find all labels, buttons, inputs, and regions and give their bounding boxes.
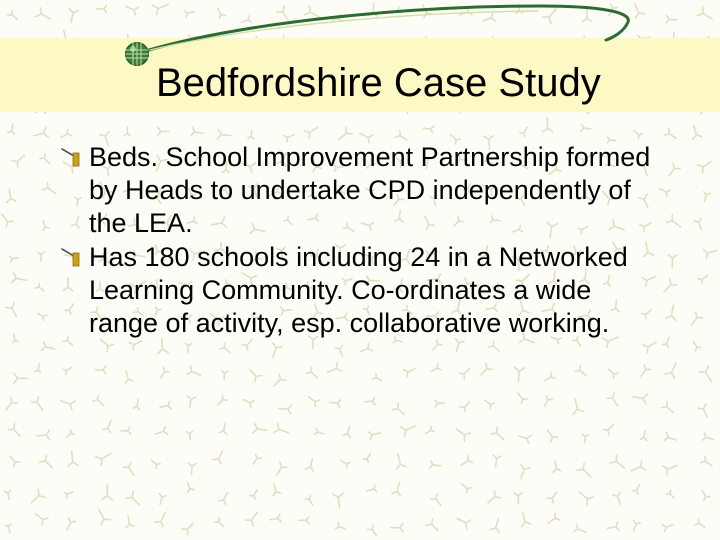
pattern-glyph: [187, 396, 195, 408]
pattern-glyph: [491, 427, 504, 439]
pattern-glyph: [341, 460, 350, 467]
pattern-glyph: [545, 396, 553, 406]
pattern-glyph: [222, 371, 228, 379]
pattern-glyph: [66, 430, 74, 438]
pattern-glyph: [7, 189, 16, 202]
pattern-glyph: [392, 483, 401, 496]
pattern-glyph: [6, 397, 17, 409]
bullet-text: Beds. School Improvement Partnership formed by Heads to undertake CPD independently of the LEA.: [89, 142, 651, 238]
pattern-glyph: [633, 394, 647, 404]
pattern-glyph: [182, 523, 193, 535]
pattern-glyph: [2, 214, 14, 227]
pattern-glyph: [695, 519, 705, 527]
pattern-glyph: [274, 374, 286, 386]
pattern-glyph: [547, 430, 557, 442]
pattern-glyph: [613, 492, 621, 504]
pattern-glyph: [125, 371, 133, 383]
pattern-glyph: [336, 523, 345, 529]
pattern-glyph: [400, 426, 416, 437]
pattern-glyph: [270, 514, 282, 522]
pattern-glyph: [33, 127, 48, 137]
pattern-glyph: [61, 130, 71, 138]
pattern-glyph: [155, 513, 165, 527]
pattern-glyph: [187, 482, 193, 492]
pattern-glyph: [573, 398, 583, 414]
pattern-glyph: [304, 127, 317, 138]
pattern-glyph: [246, 513, 257, 526]
pattern-glyph: [488, 491, 501, 503]
pattern-glyph: [40, 154, 50, 164]
pattern-glyph: [327, 363, 341, 373]
pattern-glyph: [664, 129, 676, 139]
bullet-list: [60, 141, 660, 341]
pattern-glyph: [101, 339, 114, 351]
pattern-glyph: [188, 463, 196, 474]
pattern-glyph: [38, 313, 47, 320]
pattern-glyph: [152, 460, 160, 468]
pattern-glyph: [12, 273, 27, 283]
pattern-glyph: [102, 485, 113, 500]
pattern-glyph: [217, 129, 231, 139]
pattern-glyph: [160, 401, 171, 408]
pattern-glyph: [220, 343, 230, 352]
pattern-glyph: [43, 221, 49, 231]
pattern-glyph: [243, 399, 254, 407]
pattern-glyph: [633, 485, 640, 494]
pattern-glyph: [368, 525, 377, 535]
pattern-glyph: [36, 514, 48, 525]
pattern-glyph: [368, 432, 380, 440]
pattern-glyph: [13, 334, 19, 343]
pattern-glyph: [426, 519, 438, 531]
pattern-glyph: [391, 523, 403, 532]
pattern-glyph: [433, 340, 442, 349]
pattern-glyph: [425, 427, 434, 434]
bullet-item: [60, 241, 660, 340]
pattern-glyph: [663, 465, 677, 475]
pattern-glyph: [431, 364, 442, 372]
bullet-text: Has 180 schools including 24 in a Networked Learning Community. Co-ordinates a wide range of activity, esp. collaborative working.: [89, 242, 628, 338]
pattern-glyph: [423, 126, 433, 133]
pattern-glyph: [253, 424, 267, 433]
pattern-glyph: [668, 255, 677, 267]
pattern-glyph: [64, 492, 73, 498]
pattern-glyph: [698, 404, 707, 417]
pattern-glyph: [691, 312, 702, 325]
pattern-glyph: [435, 400, 444, 407]
pattern-glyph: [103, 420, 111, 432]
pattern-glyph: [274, 423, 288, 432]
pattern-glyph: [640, 431, 646, 441]
pattern-glyph: [665, 363, 676, 379]
pattern-glyph: [96, 453, 111, 465]
globe-icon: [124, 41, 150, 67]
pattern-glyph: [579, 492, 593, 505]
pattern-glyph: [430, 461, 441, 469]
pattern-glyph: [459, 369, 469, 379]
pattern-glyph: [5, 524, 11, 533]
pattern-glyph: [40, 455, 53, 468]
pattern-glyph: [456, 429, 470, 441]
pattern-glyph: [520, 127, 527, 136]
pattern-glyph: [462, 484, 472, 493]
pattern-glyph: [521, 464, 530, 478]
pattern-glyph: [121, 427, 130, 434]
pattern-glyph: [187, 431, 193, 439]
pattern-glyph: [641, 365, 651, 376]
pattern-glyph: [664, 278, 677, 292]
pattern-glyph: [253, 454, 261, 464]
pattern-glyph: [702, 490, 710, 500]
pattern-glyph: [315, 428, 324, 434]
pattern-glyph: [697, 162, 710, 173]
pattern-glyph: [273, 343, 282, 357]
pattern-glyph: [306, 459, 314, 471]
pattern-glyph: [156, 426, 168, 434]
pattern-glyph: [519, 435, 531, 443]
pattern-glyph: [666, 490, 674, 498]
pattern-glyph: [38, 252, 45, 261]
pattern-glyph: [522, 512, 531, 527]
pattern-glyph: [545, 372, 555, 380]
pattern-glyph: [41, 342, 54, 351]
pattern-glyph: [129, 341, 141, 350]
pattern-glyph: [553, 461, 561, 473]
pattern-glyph: [93, 395, 104, 405]
pattern-glyph: [5, 490, 11, 499]
pattern-glyph: [461, 456, 472, 465]
pattern-glyph: [634, 520, 641, 531]
pattern-glyph: [393, 403, 405, 414]
pattern-glyph: [124, 127, 130, 136]
pattern-glyph: [660, 188, 671, 196]
pattern-glyph: [12, 155, 24, 167]
pattern-glyph: [219, 493, 228, 504]
pattern-glyph: [330, 400, 341, 408]
pattern-glyph: [279, 405, 291, 414]
pattern-glyph: [361, 344, 372, 352]
pattern-glyph: [610, 455, 624, 468]
pattern-glyph: [694, 342, 701, 351]
pattern-glyph: [373, 374, 382, 381]
pattern-glyph: [219, 423, 226, 434]
pattern-glyph: [603, 424, 613, 434]
pattern-glyph: [61, 401, 75, 410]
pattern-glyph: [35, 283, 43, 290]
pattern-glyph: [36, 430, 50, 440]
pattern-glyph: [607, 393, 618, 405]
pattern-glyph: [339, 127, 352, 140]
pattern-glyph: [666, 214, 680, 226]
pattern-glyph: [343, 426, 350, 437]
pattern-glyph: [485, 400, 495, 408]
pattern-glyph: [273, 484, 280, 495]
pattern-glyph: [8, 424, 20, 437]
pattern-glyph: [67, 518, 75, 530]
pattern-glyph: [577, 463, 590, 476]
pattern-glyph: [396, 454, 406, 469]
pattern-glyph: [514, 367, 524, 382]
pattern-glyph: [396, 131, 408, 140]
pattern-glyph: [250, 369, 262, 381]
pattern-glyph: [99, 509, 111, 525]
pattern-glyph: [609, 369, 619, 378]
bullet-marker-icon: [60, 246, 86, 268]
pattern-glyph: [10, 456, 20, 467]
pattern-glyph: [126, 516, 134, 527]
pattern-glyph: [158, 127, 169, 135]
pattern-glyph: [308, 397, 320, 407]
pattern-glyph: [31, 397, 42, 410]
pattern-glyph: [187, 366, 200, 375]
pattern-glyph: [404, 369, 415, 377]
bullet-item: [60, 141, 660, 240]
pattern-glyph: [31, 489, 45, 503]
pattern-glyph: [701, 456, 712, 465]
pattern-glyph: [662, 337, 669, 347]
pattern-glyph: [643, 342, 656, 352]
pattern-glyph: [574, 524, 586, 532]
pattern-glyph: [699, 366, 711, 381]
pattern-glyph: [698, 275, 708, 284]
pattern-glyph: [215, 518, 223, 526]
pattern-glyph: [431, 494, 441, 505]
pattern-glyph: [704, 250, 717, 258]
pattern-glyph: [634, 131, 643, 139]
pattern-glyph: [457, 518, 471, 528]
pattern-glyph: [669, 163, 680, 176]
pattern-glyph: [704, 192, 710, 202]
pattern-glyph: [96, 366, 106, 373]
pattern-glyph: [161, 367, 170, 377]
pattern-glyph: [242, 339, 252, 350]
pattern-glyph: [336, 345, 343, 356]
pattern-glyph: [159, 494, 166, 505]
pattern-glyph: [213, 451, 223, 464]
pattern-glyph: [575, 365, 586, 376]
pattern-glyph: [481, 364, 492, 375]
pattern-glyph: [363, 454, 370, 463]
pattern-glyph: [547, 492, 556, 503]
pattern-glyph: [662, 524, 673, 531]
pattern-glyph: [218, 395, 227, 404]
slide-title: Bedfordshire Case Study: [156, 61, 601, 105]
pattern-glyph: [299, 517, 309, 524]
pattern-glyph: [133, 400, 140, 410]
pattern-glyph: [693, 126, 702, 140]
pattern-glyph: [489, 341, 499, 351]
pattern-glyph: [9, 256, 18, 262]
pattern-glyph: [490, 518, 499, 532]
pattern-glyph: [664, 433, 676, 441]
pattern-glyph: [123, 462, 133, 475]
bullet-marker-icon: [60, 146, 86, 168]
pattern-glyph: [6, 303, 17, 317]
pattern-glyph: [607, 522, 619, 530]
pattern-glyph: [191, 127, 203, 135]
pattern-glyph: [250, 490, 257, 499]
pattern-glyph: [248, 130, 254, 139]
pattern-glyph: [365, 397, 375, 404]
pattern-glyph: [305, 496, 312, 505]
pattern-glyph: [63, 368, 71, 375]
pattern-glyph: [548, 513, 560, 523]
pattern-glyph: [306, 367, 317, 377]
pattern-glyph: [702, 433, 713, 440]
pattern-glyph: [126, 491, 140, 505]
pattern-glyph: [493, 455, 501, 467]
pattern-glyph: [583, 434, 589, 442]
pattern-glyph: [367, 485, 377, 491]
pattern-glyph: [514, 493, 522, 504]
pattern-glyph: [333, 493, 343, 508]
pattern-glyph: [581, 124, 591, 131]
pattern-glyph: [185, 343, 191, 352]
pattern-glyph: [694, 218, 701, 229]
pattern-glyph: [8, 124, 15, 134]
pattern-glyph: [277, 462, 287, 474]
pattern-glyph: [68, 451, 78, 466]
pattern-glyph: [661, 401, 673, 413]
pattern-glyph: [460, 402, 469, 412]
pattern-glyph: [666, 305, 676, 320]
pattern-glyph: [43, 183, 56, 194]
pattern-glyph: [35, 364, 41, 373]
pattern-glyph: [14, 373, 28, 383]
pattern-glyph: [631, 461, 645, 471]
pattern-glyph: [518, 393, 527, 404]
